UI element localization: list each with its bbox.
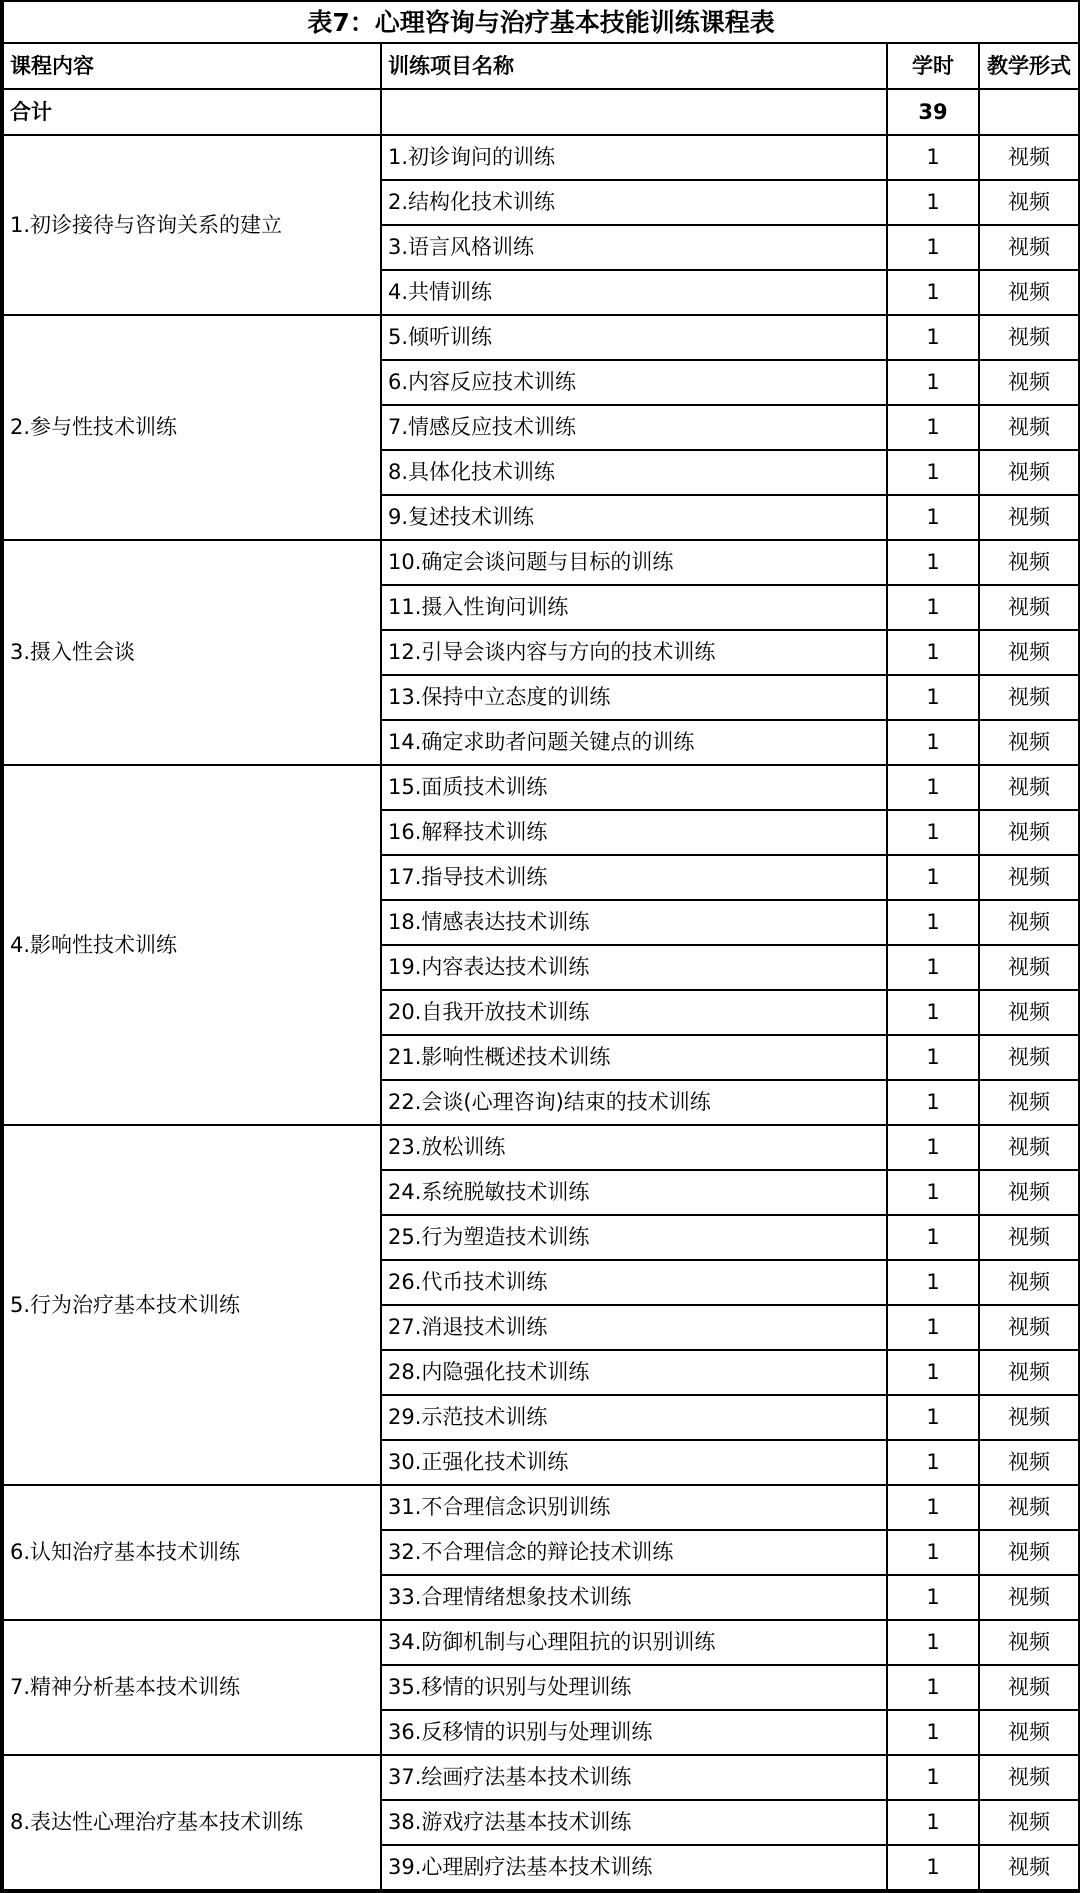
training-item-hours: 1 — [887, 1035, 979, 1080]
training-item-hours: 1 — [887, 990, 979, 1035]
training-item-format: 视频 — [979, 450, 1079, 495]
training-item-hours: 1 — [887, 135, 979, 180]
training-item-hours: 1 — [887, 1530, 979, 1575]
training-item-name: 2.结构化技术训练 — [381, 180, 887, 225]
training-item-name: 3.语言风格训练 — [381, 225, 887, 270]
table-row — [3, 1755, 1079, 1800]
header-course-content: 课程内容 — [3, 43, 381, 89]
training-item-hours: 1 — [887, 1575, 979, 1620]
table-row — [3, 540, 1079, 585]
training-item-format: 视频 — [979, 360, 1079, 405]
table-row — [3, 1125, 1079, 1170]
training-item-format: 视频 — [979, 495, 1079, 540]
course-category: 1.初诊接待与咨询关系的建立 — [3, 135, 381, 315]
training-item-hours: 1 — [887, 1620, 979, 1665]
training-item-name: 5.倾听训练 — [381, 315, 887, 360]
training-item-hours: 1 — [887, 630, 979, 675]
training-item-format: 视频 — [979, 270, 1079, 315]
training-item-format: 视频 — [979, 1620, 1079, 1665]
total-item-empty — [381, 89, 887, 135]
training-item-name: 7.情感反应技术训练 — [381, 405, 887, 450]
training-item-name: 26.代币技术训练 — [381, 1260, 887, 1305]
training-item-name: 11.摄入性询问训练 — [381, 585, 887, 630]
training-item-name: 37.绘画疗法基本技术训练 — [381, 1755, 887, 1800]
training-item-hours: 1 — [887, 945, 979, 990]
training-item-name: 20.自我开放技术训练 — [381, 990, 887, 1035]
training-item-name: 15.面质技术训练 — [381, 765, 887, 810]
training-item-hours: 1 — [887, 360, 979, 405]
training-item-format: 视频 — [979, 1125, 1079, 1170]
training-item-name: 29.示范技术训练 — [381, 1395, 887, 1440]
training-item-hours: 1 — [887, 1125, 979, 1170]
header-hours: 学时 — [887, 43, 979, 89]
training-item-format: 视频 — [979, 1440, 1079, 1485]
training-item-hours: 1 — [887, 1215, 979, 1260]
training-item-name: 19.内容表达技术训练 — [381, 945, 887, 990]
training-item-hours: 1 — [887, 225, 979, 270]
training-item-format: 视频 — [979, 675, 1079, 720]
training-item-hours: 1 — [887, 1665, 979, 1710]
training-item-hours: 1 — [887, 1080, 979, 1125]
training-item-format: 视频 — [979, 1350, 1079, 1395]
training-item-name: 14.确定求助者问题关键点的训练 — [381, 720, 887, 765]
training-item-name: 18.情感表达技术训练 — [381, 900, 887, 945]
training-item-name: 10.确定会谈问题与目标的训练 — [381, 540, 887, 585]
training-item-format: 视频 — [979, 405, 1079, 450]
training-item-format: 视频 — [979, 1305, 1079, 1350]
training-item-name: 4.共情训练 — [381, 270, 887, 315]
training-item-hours: 1 — [887, 1170, 979, 1215]
training-item-name: 32.不合理信念的辩论技术训练 — [381, 1530, 887, 1575]
training-item-name: 30.正强化技术训练 — [381, 1440, 887, 1485]
training-item-hours: 1 — [887, 1350, 979, 1395]
training-item-name: 36.反移情的识别与处理训练 — [381, 1710, 887, 1755]
training-item-name: 1.初诊询问的训练 — [381, 135, 887, 180]
training-item-name: 27.消退技术训练 — [381, 1305, 887, 1350]
training-item-hours: 1 — [887, 855, 979, 900]
training-item-format: 视频 — [979, 1710, 1079, 1755]
training-item-name: 25.行为塑造技术训练 — [381, 1215, 887, 1260]
training-item-name: 23.放松训练 — [381, 1125, 887, 1170]
training-item-hours: 1 — [887, 585, 979, 630]
training-item-name: 9.复述技术训练 — [381, 495, 887, 540]
training-item-format: 视频 — [979, 1485, 1079, 1530]
training-item-format: 视频 — [979, 1215, 1079, 1260]
total-format — [979, 89, 1079, 135]
training-item-format: 视频 — [979, 135, 1079, 180]
training-item-name: 6.内容反应技术训练 — [381, 360, 887, 405]
training-item-hours: 1 — [887, 810, 979, 855]
course-category: 5.行为治疗基本技术训练 — [3, 1125, 381, 1485]
training-item-name: 24.系统脱敏技术训练 — [381, 1170, 887, 1215]
header-format: 教学形式 — [979, 43, 1079, 89]
training-item-name: 28.内隐强化技术训练 — [381, 1350, 887, 1395]
header-item-name: 训练项目名称 — [381, 43, 887, 89]
training-item-hours: 1 — [887, 315, 979, 360]
training-item-hours: 1 — [887, 1440, 979, 1485]
training-item-hours: 1 — [887, 675, 979, 720]
table-row — [3, 1485, 1079, 1530]
table-row — [3, 315, 1079, 360]
training-item-name: 21.影响性概述技术训练 — [381, 1035, 887, 1080]
total-label: 合计 — [3, 89, 381, 135]
training-item-format: 视频 — [979, 945, 1079, 990]
training-item-name: 39.心理剧疗法基本技术训练 — [381, 1845, 887, 1890]
table-row — [3, 135, 1079, 180]
training-item-format: 视频 — [979, 1395, 1079, 1440]
training-item-format: 视频 — [979, 1575, 1079, 1620]
training-item-format: 视频 — [979, 630, 1079, 675]
training-item-format: 视频 — [979, 765, 1079, 810]
training-item-hours: 1 — [887, 1845, 979, 1890]
training-item-hours: 1 — [887, 450, 979, 495]
training-item-hours: 1 — [887, 900, 979, 945]
training-item-hours: 1 — [887, 1395, 979, 1440]
training-item-hours: 1 — [887, 1755, 979, 1800]
training-item-format: 视频 — [979, 1035, 1079, 1080]
training-item-format: 视频 — [979, 585, 1079, 630]
training-item-hours: 1 — [887, 270, 979, 315]
training-item-hours: 1 — [887, 1260, 979, 1305]
training-item-name: 38.游戏疗法基本技术训练 — [381, 1800, 887, 1845]
training-item-name: 12.引导会谈内容与方向的技术训练 — [381, 630, 887, 675]
course-category: 7.精神分析基本技术训练 — [3, 1620, 381, 1755]
training-item-format: 视频 — [979, 855, 1079, 900]
course-schedule-table — [2, 0, 1080, 1891]
training-item-hours: 1 — [887, 1305, 979, 1350]
training-item-name: 13.保持中立态度的训练 — [381, 675, 887, 720]
training-item-format: 视频 — [979, 1080, 1079, 1125]
training-item-name: 17.指导技术训练 — [381, 855, 887, 900]
training-item-format: 视频 — [979, 1665, 1079, 1710]
course-category: 6.认知治疗基本技术训练 — [3, 1485, 381, 1620]
training-item-name: 16.解释技术训练 — [381, 810, 887, 855]
training-item-name: 8.具体化技术训练 — [381, 450, 887, 495]
training-item-format: 视频 — [979, 1530, 1079, 1575]
training-item-name: 34.防御机制与心理阻抗的识别训练 — [381, 1620, 887, 1665]
training-item-name: 31.不合理信念识别训练 — [381, 1485, 887, 1530]
training-item-name: 22.会谈(心理咨询)结束的技术训练 — [381, 1080, 887, 1125]
training-item-format: 视频 — [979, 540, 1079, 585]
training-item-format: 视频 — [979, 1845, 1079, 1890]
table-row — [3, 765, 1079, 810]
course-category: 8.表达性心理治疗基本技术训练 — [3, 1755, 381, 1890]
training-item-name: 33.合理情绪想象技术训练 — [381, 1575, 887, 1620]
training-item-format: 视频 — [979, 1755, 1079, 1800]
training-item-hours: 1 — [887, 1800, 979, 1845]
course-category: 2.参与性技术训练 — [3, 315, 381, 540]
table-title: 表7：心理咨询与治疗基本技能训练课程表 — [3, 1, 1079, 43]
training-item-format: 视频 — [979, 1170, 1079, 1215]
training-item-hours: 1 — [887, 495, 979, 540]
training-item-hours: 1 — [887, 720, 979, 765]
training-item-format: 视频 — [979, 315, 1079, 360]
training-item-hours: 1 — [887, 1710, 979, 1755]
training-item-format: 视频 — [979, 1800, 1079, 1845]
table-row — [3, 1620, 1079, 1665]
training-item-format: 视频 — [979, 990, 1079, 1035]
training-item-hours: 1 — [887, 180, 979, 225]
training-item-hours: 1 — [887, 765, 979, 810]
training-item-format: 视频 — [979, 720, 1079, 765]
training-item-hours: 1 — [887, 1485, 979, 1530]
training-item-format: 视频 — [979, 1260, 1079, 1305]
training-item-format: 视频 — [979, 225, 1079, 270]
total-hours: 39 — [887, 89, 979, 135]
training-item-format: 视频 — [979, 900, 1079, 945]
training-item-format: 视频 — [979, 180, 1079, 225]
course-category: 3.摄入性会谈 — [3, 540, 381, 765]
course-category: 4.影响性技术训练 — [3, 765, 381, 1125]
training-item-name: 35.移情的识别与处理训练 — [381, 1665, 887, 1710]
training-item-hours: 1 — [887, 405, 979, 450]
training-item-hours: 1 — [887, 540, 979, 585]
training-item-format: 视频 — [979, 810, 1079, 855]
